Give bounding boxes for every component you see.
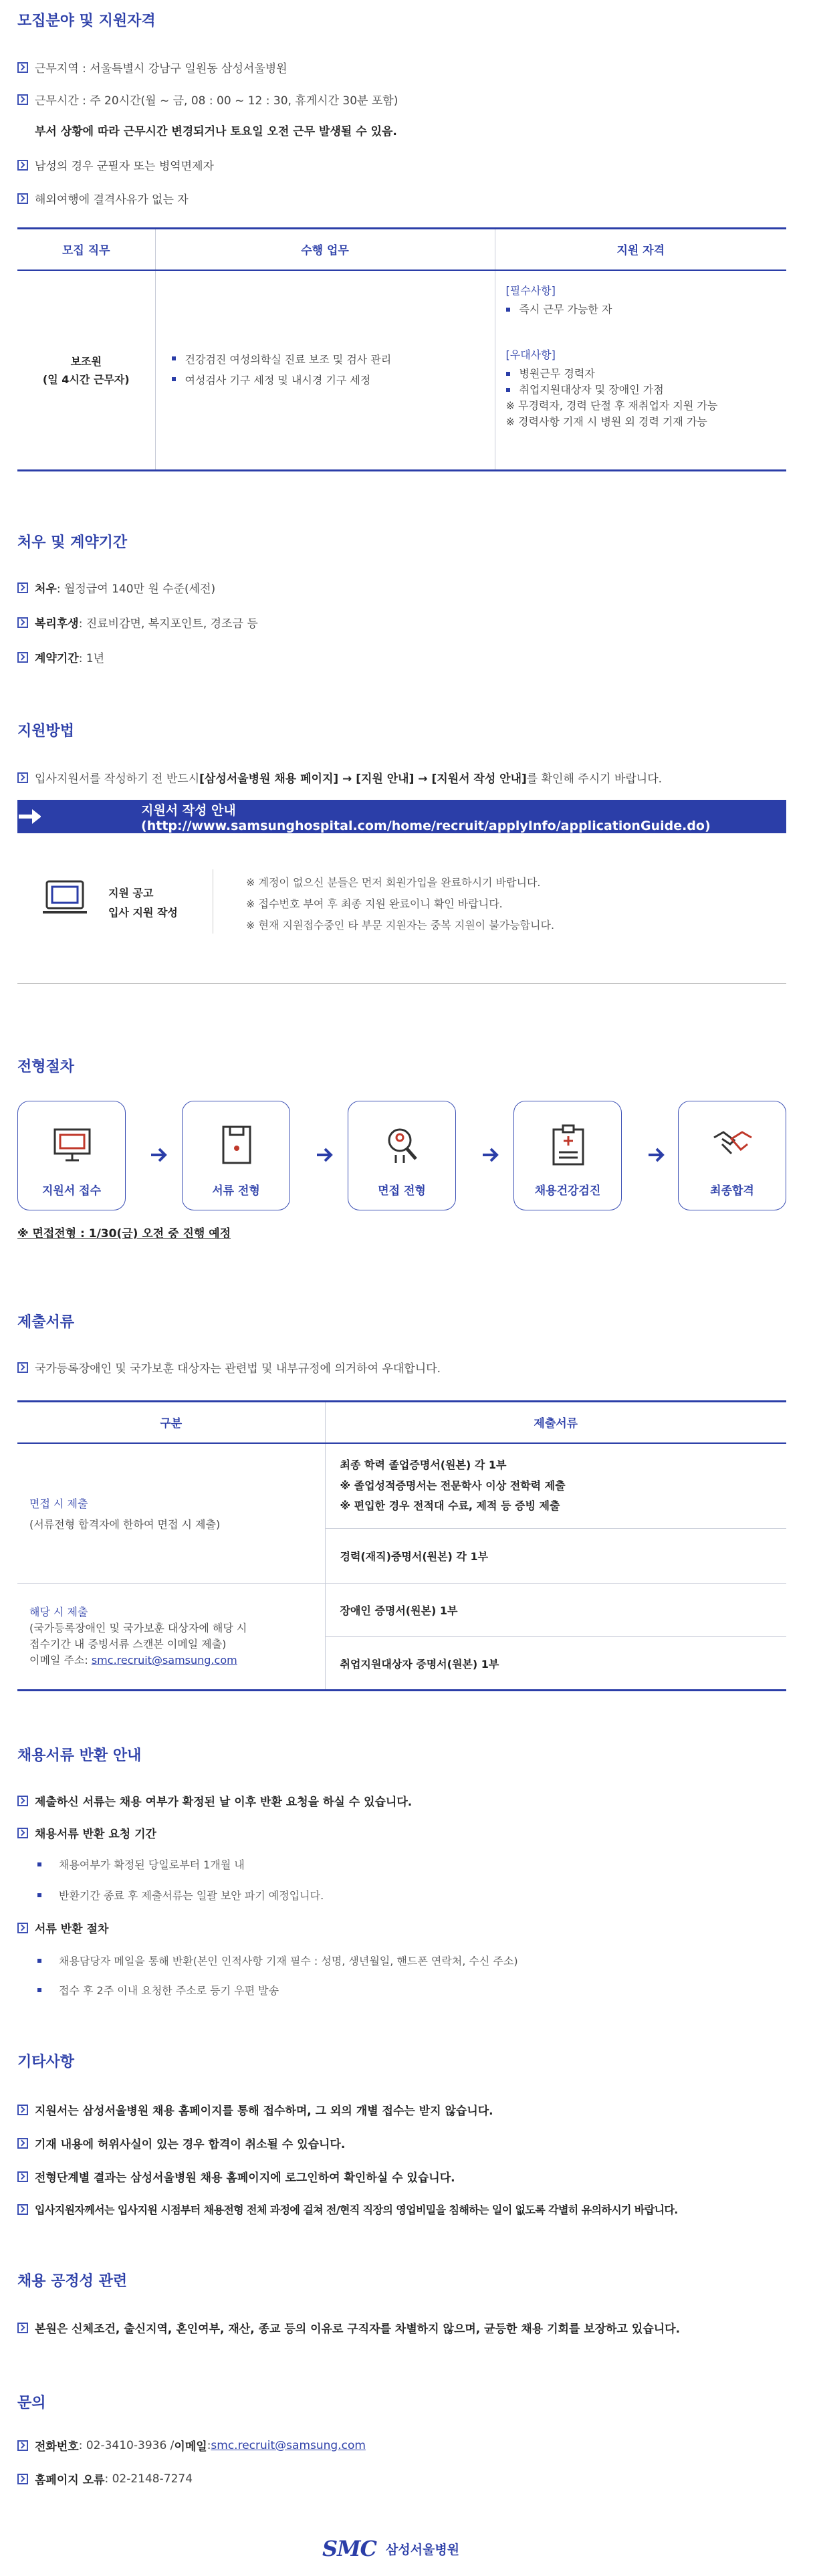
arrow-right-icon (148, 1145, 168, 1165)
table-header: 모집 직무 (17, 229, 155, 270)
step-application (17, 1101, 126, 1210)
checkbox-bullet-icon (17, 2323, 28, 2333)
checkbox-bullet-icon (17, 772, 28, 783)
list-item: 근무지역 : 서울특별시 강남구 일원동 삼성서울병원 (17, 59, 287, 76)
checkbox-bullet-icon (17, 2105, 28, 2115)
step-interview (348, 1101, 456, 1210)
checkbox-bullet-icon (17, 94, 28, 105)
table-cell: 해당 시 제출 (국가등록장애인 및 국가보훈 대상자에 해당 시 접수기간 내 증빙서류 스캔본 이메일 제출) 이메일 주소: smc.recruit@samsung.com (17, 1584, 325, 1691)
preferred-item: 취업지원대상자 및 장애인 가점 (506, 385, 787, 395)
email-link[interactable]: smc.recruit@samsung.com (211, 2438, 366, 2452)
table-header: 수행 업무 (155, 229, 495, 270)
section-title-recruit: 모집분야 및 지원자격 (17, 13, 156, 29)
preferred-item: 병원근무 경력자 (506, 368, 787, 379)
table-header: 제출서류 (325, 1402, 786, 1443)
step-label: 지원서 접수 (41, 1184, 102, 1198)
job-subtitle: (일 4시간 근무자) (42, 373, 130, 387)
documents-table (17, 1400, 786, 1691)
table-cell: 최종 학력 졸업증명서(원본) 각 1부 ※ 졸업성적증명서는 전문학사 이상 전학력 제출 ※ 편입한 경우 전적대 수료, 제적 등 증빙 제출 (325, 1443, 786, 1529)
handshake-icon (711, 1124, 754, 1167)
info-note: ※ 계정이 없으신 분들은 먼저 회원가입을 완료하시기 바랍니다. (246, 876, 541, 889)
list-item: 해외여행에 결격사유가 없는 자 (17, 190, 189, 207)
sub-item: 채용담당자 메일을 통해 반환(본인 인적사항 기재 필수 : 성명, 생년월일, 핸드폰 연락처, 수신 주소) (37, 1953, 518, 1968)
arrow-right-icon (314, 1145, 334, 1165)
process-steps (17, 1101, 786, 1210)
arrow-right-icon (646, 1145, 666, 1165)
list-item: 계약기간 : 1년 (17, 649, 104, 665)
arrow-right-icon (480, 1145, 500, 1165)
checkbox-bullet-icon (17, 2204, 28, 2215)
step-final (678, 1101, 786, 1210)
checkbox-bullet-icon (17, 2138, 28, 2149)
email-link[interactable]: smc.recruit@samsung.com (91, 1654, 237, 1667)
magnifier-person-icon (381, 1124, 424, 1167)
section-title-etc: 기타사항 (17, 2054, 75, 2070)
table-cell: 경력(재직)증명서(원본) 각 1부 (325, 1529, 786, 1584)
list-item: 전형단계별 결과는 삼성서울병원 채용 홈페이지에 로그인하여 확인하실 수 있습니다. (17, 2168, 455, 2185)
checkbox-bullet-icon (17, 1796, 28, 1806)
table-cell: 장애인 증명서(원본) 1부 (325, 1584, 786, 1637)
checkbox-bullet-icon (17, 62, 28, 73)
application-guide-link[interactable]: 지원서 작성 안내(http://www.samsunghospital.com/home/recruit/applyInfo/applicationGuide.do) (141, 802, 711, 833)
job-title: 보조원 (70, 355, 102, 368)
hospital-name: 삼성서울병원 (386, 2542, 460, 2557)
checkbox-bullet-icon (17, 2171, 28, 2182)
list-item: 근무시간 : 주 20시간(월 ~ 금, 08 : 00 ~ 12 : 30, 휴게시간 30분 포함) (17, 91, 398, 108)
list-item: 남성의 경우 군필자 또는 병역면제자 (17, 156, 214, 173)
document-icon (215, 1124, 258, 1167)
list-item: 서류 반환 절차 (17, 1919, 108, 1936)
checkbox-bullet-icon (17, 2440, 28, 2451)
checkbox-bullet-icon (17, 1362, 28, 1373)
step-label: 최종합격 (710, 1184, 754, 1198)
list-item: 제출하신 서류는 채용 여부가 확정된 날 이후 반환 요청을 하실 수 있습니다. (17, 1792, 412, 1809)
preferred-note: ※ 무경력자, 경력 단절 후 재취업자 지원 가능 (505, 399, 718, 412)
arrow-right-icon (19, 809, 41, 824)
section-title-process: 전형절차 (17, 1059, 75, 1075)
smc-logo: SMC (322, 2536, 376, 2561)
section-title-treatment: 처우 및 계약기간 (17, 534, 128, 551)
checkbox-bullet-icon (17, 2474, 28, 2484)
checkbox-bullet-icon (17, 1828, 28, 1838)
checkbox-bullet-icon (17, 1923, 28, 1933)
checkbox-bullet-icon (17, 160, 28, 171)
note-text: 부서 상황에 따라 근무시간 변경되거나 토요일 오전 근무 발생될 수 있음. (35, 125, 397, 138)
application-guide-banner[interactable] (17, 800, 786, 833)
step-document (182, 1101, 290, 1210)
section-title-contact: 문의 (17, 2395, 46, 2411)
list-item: 처우 : 월정급여 140만 원 수준(세전) (17, 579, 215, 596)
checkbox-bullet-icon (17, 582, 28, 593)
interview-note: ※ 면접전형 : 1/30(금) 오전 중 진행 예정 (17, 1227, 231, 1241)
section-title-return: 채용서류 반환 안내 (17, 1747, 142, 1764)
list-item: 전화번호 : 02-3410-3936 / 이메일 : smc.recruit@samsung.com (17, 2437, 366, 2454)
duty-item: 건강검진 여성의학실 진료 보조 및 검사 관리 (172, 351, 495, 366)
monitor-icon (51, 1124, 94, 1167)
table-cell: 취업지원대상자 증명서(원본) 1부 (340, 1657, 499, 1671)
preferred-note: ※ 경력사항 기재 시 병원 외 경력 기재 가능 (505, 415, 707, 428)
step-label: 채용건강검진 (534, 1184, 601, 1198)
list-item: 기재 내용에 허위사실이 있는 경우 합격이 취소될 수 있습니다. (17, 2135, 345, 2151)
list-item: 국가등록장애인 및 국가보훈 대상자는 관련법 및 내부규정에 의거하여 우대합니다. (17, 1359, 441, 1376)
list-item: 입사지원서를 작성하기 전 반드시 [삼성서울병원 채용 페이지] → [지원 안내] → [지원서 작성 안내] 를 확인해 주시기 바랍니다. (17, 769, 662, 786)
section-title-fairness: 채용 공정성 관련 (17, 2273, 128, 2290)
table-header: 구분 (17, 1402, 325, 1443)
required-item: 즉시 근무 가능한 자 (506, 304, 787, 315)
checkbox-bullet-icon (17, 617, 28, 628)
section-title-documents: 제출서류 (17, 1314, 75, 1331)
checkbox-bullet-icon (17, 652, 28, 663)
list-item: 지원서는 삼성서울병원 채용 홈페이지를 통해 접수하며, 그 외의 개별 접수는 받지 않습니다. (17, 2101, 493, 2118)
apply-info-box (17, 849, 786, 932)
sub-item: 반환기간 종료 후 제출서류는 일괄 보안 파기 예정입니다. (37, 1887, 324, 1903)
info-box-label: 입사 지원 작성 (108, 905, 178, 919)
duty-item: 여성검사 기구 세정 및 내시경 기구 세정 (172, 372, 495, 387)
section-title-apply: 지원방법 (17, 723, 75, 740)
table-cell: 면접 시 제출 (서류전형 합격자에 한하여 면접 시 제출) (17, 1443, 325, 1584)
medical-report-icon (547, 1124, 590, 1167)
list-item: 홈페이지 오류 : 02-2148-7274 (17, 2470, 193, 2487)
step-label: 면접 전형 (378, 1184, 426, 1198)
list-item: 본원은 신체조건, 출신지역, 혼인여부, 재산, 종교 등의 이유로 구직자를 차별하지 않으며, 균등한 채용 기회를 보장하고 있습니다. (17, 2319, 680, 2336)
sub-item: 접수 후 2주 이내 요청한 주소로 등기 우편 발송 (37, 1982, 279, 1998)
sub-item: 채용여부가 확정된 당일로부터 1개월 내 (37, 1856, 245, 1872)
recruit-table (17, 227, 786, 471)
info-note: ※ 현재 지원접수중인 타 부문 지원자는 중복 지원이 불가능합니다. (246, 919, 555, 932)
required-title: [필수사항] (505, 284, 556, 297)
checkbox-bullet-icon (17, 193, 28, 204)
list-item: 채용서류 반환 요청 기간 (17, 1824, 156, 1841)
info-box-label: 지원 공고 (108, 887, 154, 899)
step-health-check (513, 1101, 622, 1210)
list-item: 입사지원자께서는 입사지원 시점부터 채용전형 전체 과정에 걸쳐 전/현직 직장의 영업비밀을 침해하는 일이 없도록 각별히 유의하시기 바랍니다. (17, 2202, 678, 2217)
step-label: 서류 전형 (212, 1184, 260, 1198)
footer-logo (322, 2536, 459, 2561)
preferred-title: [우대사항] (505, 348, 556, 361)
table-header: 지원 자격 (495, 229, 786, 270)
info-note: ※ 접수번호 부여 후 최종 지원 완료이니 확인 바랍니다. (246, 897, 503, 910)
list-item: 복리후생 : 진료비감면, 복지포인트, 경조금 등 (17, 614, 258, 631)
laptop-icon (41, 880, 88, 919)
